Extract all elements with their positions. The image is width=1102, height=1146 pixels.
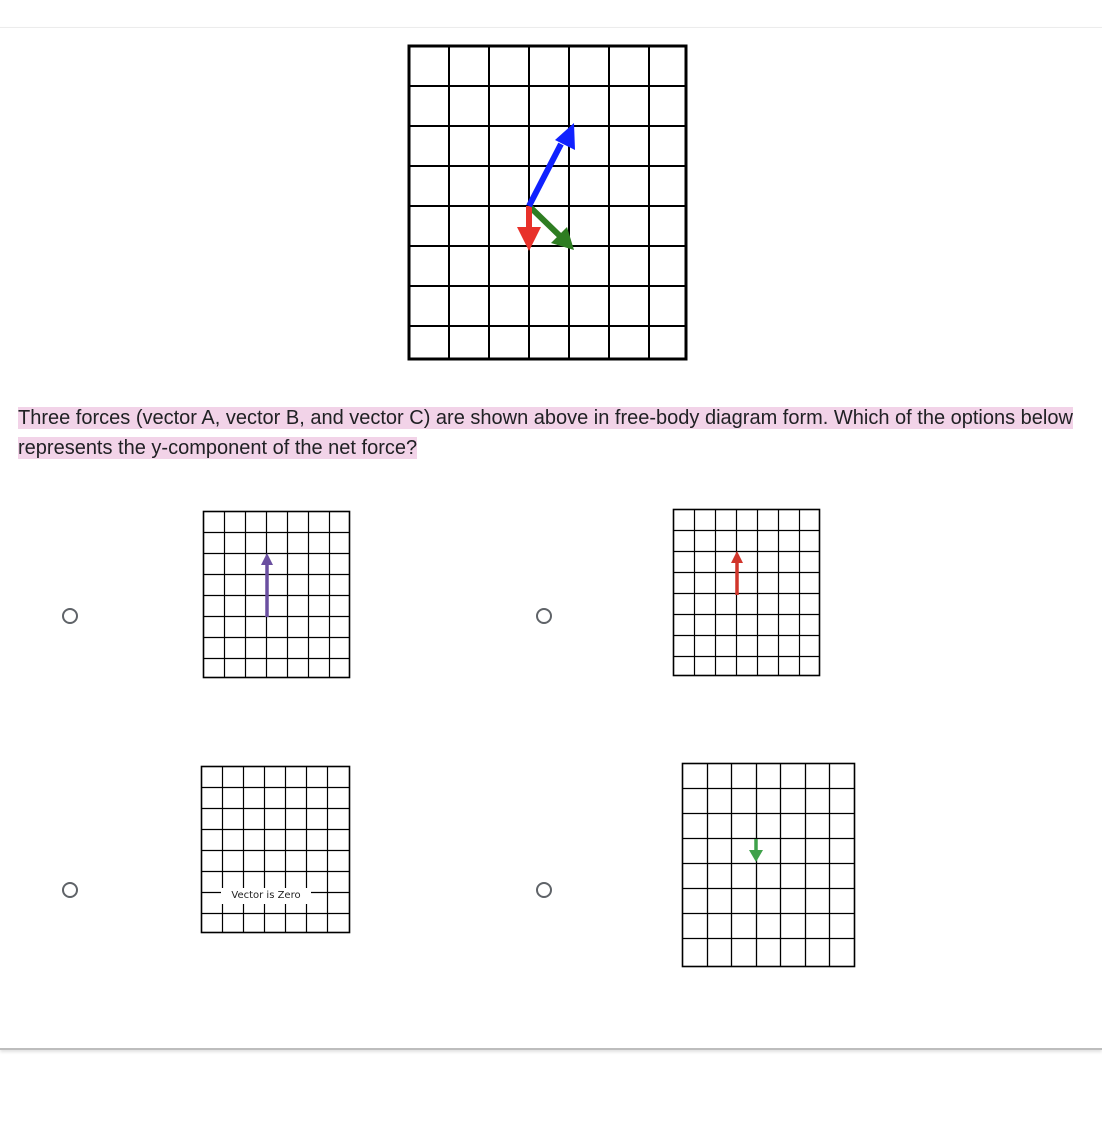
option-4-arrow (749, 839, 763, 862)
option-2-radio[interactable] (536, 608, 552, 624)
free-body-diagram (408, 45, 688, 361)
option-3-diagram (201, 766, 351, 934)
option-2-diagram (673, 509, 821, 677)
option-4-diagram (682, 763, 856, 968)
option-1-radio[interactable] (62, 608, 78, 624)
option-4-radio[interactable] (536, 882, 552, 898)
option-3-radio[interactable] (62, 882, 78, 898)
option-1-arrow (261, 553, 273, 617)
option-1-diagram (203, 511, 351, 679)
question-text: Three forces (vector A, vector B, and vector C) are shown above in free-body diagram form. Which of the options below represents the y-component of the net force? (18, 407, 1073, 459)
vector-is-zero-label: Vector is Zero (221, 888, 311, 904)
